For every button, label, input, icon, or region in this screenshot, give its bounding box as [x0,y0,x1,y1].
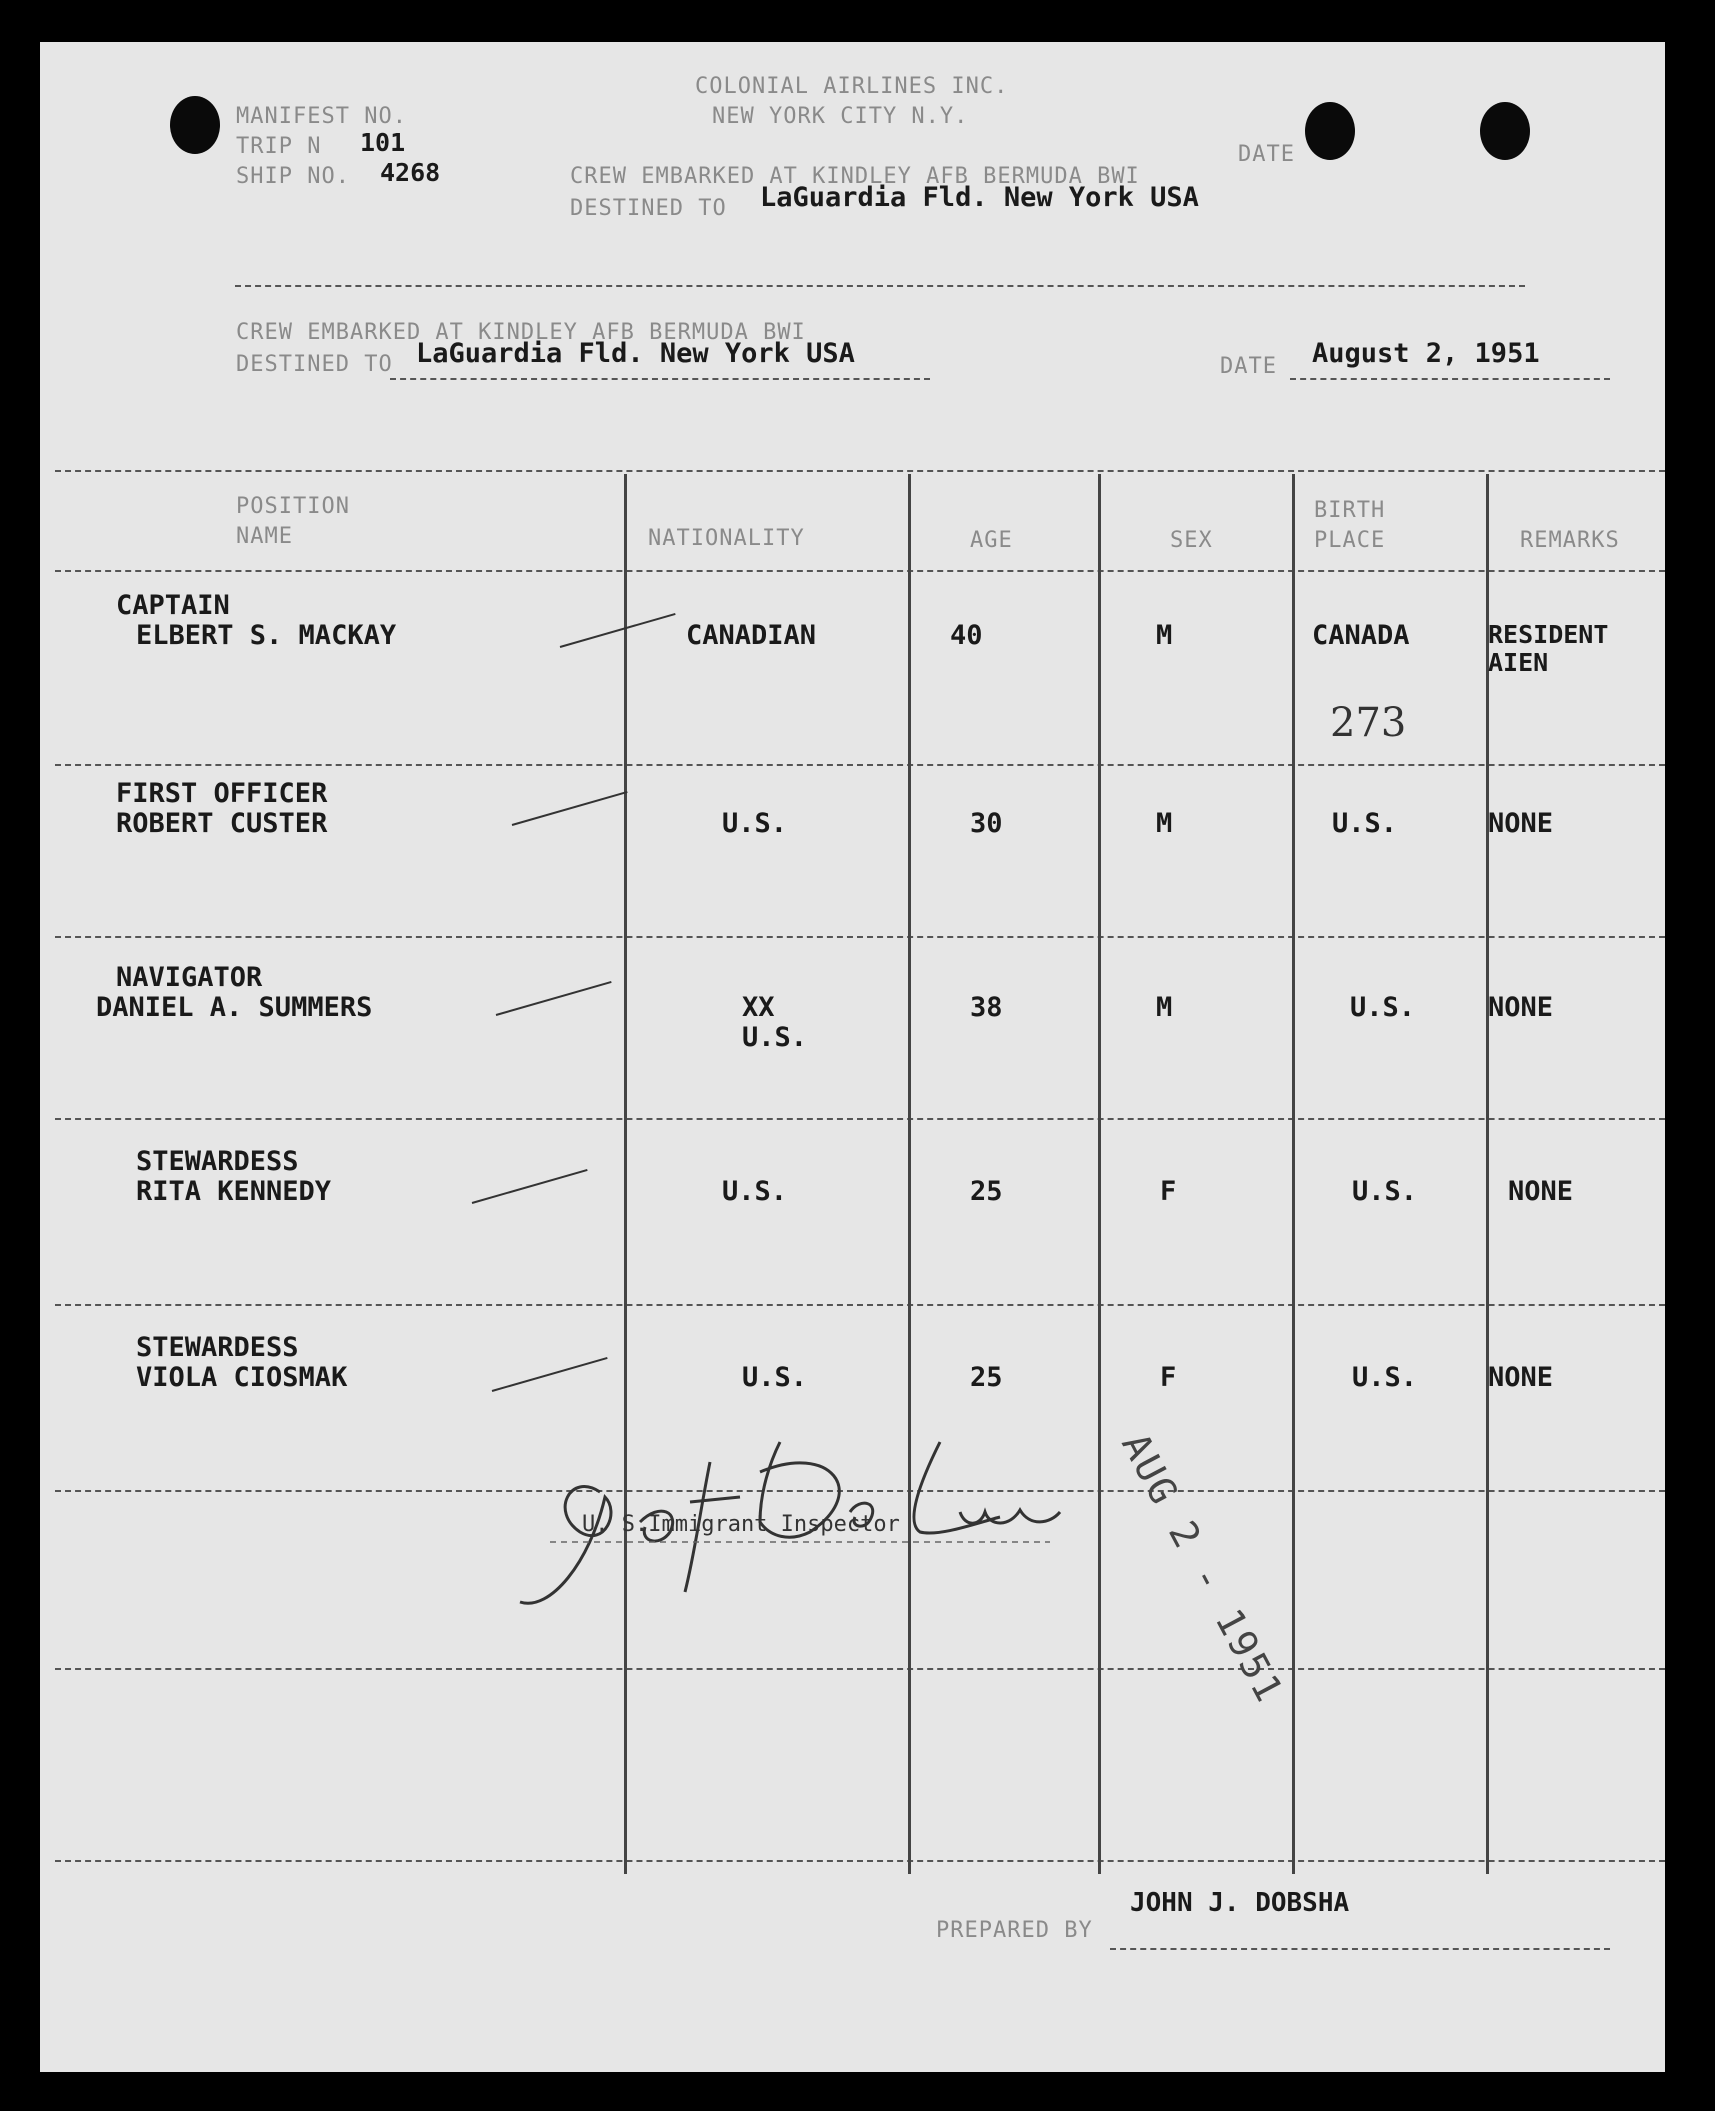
col-header-sex: SEX [1170,528,1213,553]
crew-birth-place: U.S. [1332,808,1398,839]
crew-remarks: NONE [1488,808,1554,839]
underline [390,378,930,380]
prepared-by-name: JOHN J. DOBSHA [1130,1888,1350,1918]
date-stamp: AUG 2 - 1951 [1113,1426,1293,1711]
check-mark [512,791,628,826]
crew-remarks: NONE [1488,992,1554,1023]
punch-hole [170,96,220,154]
col-header-birth: BIRTH [1314,498,1386,523]
crew-nationality: U.S. [742,1022,808,1053]
crew-birth-place: U.S. [1352,1176,1418,1207]
table-header-rule [55,570,1665,572]
crew-nationality: CANADIAN [686,620,817,651]
divider [235,285,1525,287]
col-divider [908,474,911,1874]
handwritten-number: 273 [1330,700,1407,746]
inspector-title: U. S.Immigrant Inspector [582,1512,900,1537]
col-header-age: AGE [970,528,1013,553]
prepared-label: PREPARED BY [936,1918,1093,1943]
check-mark [496,981,612,1016]
crew-name: RITA KENNEDY [136,1176,332,1207]
crew-age: 40 [950,620,983,651]
col-header-name: NAME [236,524,293,549]
col-divider [1486,474,1489,1874]
crew-age: 38 [970,992,1003,1023]
col-header-nationality: NATIONALITY [648,526,805,551]
manifest-sheet [40,42,1665,2072]
ship-label: SHIP NO. [236,164,350,189]
crew-sex: M [1156,992,1173,1023]
check-mark [560,613,676,648]
crew-position: CAPTAIN [116,590,230,621]
manifest-label: MANIFEST NO. [236,104,407,129]
crew-birth-place: U.S. [1350,992,1416,1023]
row-rule [55,764,1665,766]
table-bottom-rule [55,1860,1665,1862]
row-rule [55,1668,1665,1670]
destined-value: LaGuardia Fld. New York USA [760,182,1199,213]
col-header-position: POSITION [236,494,350,519]
sub-destined-label: DESTINED TO [236,352,393,377]
crew-sex: M [1156,620,1173,651]
crew-birth-place: CANADA [1312,620,1410,651]
crew-nationality: U.S. [742,1362,808,1393]
row-rule [55,1118,1665,1120]
col-header-remarks: REMARKS [1520,528,1620,553]
date-label: DATE [1238,142,1295,167]
col-divider [624,474,627,1874]
destined-label: DESTINED TO [570,196,727,221]
sub-embarked-label: CREW EMBARKED AT KINDLEY AFB BERMUDA BWI [236,320,806,345]
crew-remarks: RESIDENT [1488,620,1609,649]
crew-name: ROBERT CUSTER [116,808,328,839]
crew-name: DANIEL A. SUMMERS [96,992,373,1023]
crew-name: VIOLA CIOSMAK [136,1362,348,1393]
crew-position: FIRST OFFICER [116,778,328,809]
company-city: NEW YORK CITY N.Y. [712,104,969,129]
crew-sex: F [1160,1176,1177,1207]
crew-nationality: U.S. [722,808,788,839]
crew-remarks: NONE [1508,1176,1574,1207]
crew-age: 25 [970,1362,1003,1393]
company-name: COLONIAL AIRLINES INC. [695,74,1009,99]
sub-date-value: August 2, 1951 [1312,338,1540,369]
crew-position: STEWARDESS [136,1146,299,1177]
crew-position: NAVIGATOR [116,962,263,993]
table-top-rule [55,470,1665,472]
crew-nationality-strike: XX [742,992,775,1023]
punch-hole [1480,102,1530,160]
embarked-label: CREW EMBARKED AT KINDLEY AFB BERMUDA BWI [570,164,1140,189]
crew-remarks: NONE [1488,1362,1554,1393]
crew-nationality: U.S. [722,1176,788,1207]
col-header-place: PLACE [1314,528,1386,553]
check-mark [492,1357,608,1392]
crew-remarks-line2: AIEN [1488,648,1549,677]
crew-sex: M [1156,808,1173,839]
crew-sex: F [1160,1362,1177,1393]
crew-position: STEWARDESS [136,1332,299,1363]
col-divider [1098,474,1101,1874]
row-rule [55,1304,1665,1306]
crew-age: 25 [970,1176,1003,1207]
crew-birth-place: U.S. [1352,1362,1418,1393]
col-divider [1292,474,1295,1874]
row-rule [55,936,1665,938]
crew-name: ELBERT S. MACKAY [136,620,397,651]
trip-value: 101 [360,128,406,157]
check-mark [472,1169,588,1204]
crew-age: 30 [970,808,1003,839]
sub-destined-value: LaGuardia Fld. New York USA [416,338,855,369]
ship-value: 4268 [380,158,441,187]
punch-hole [1305,102,1355,160]
underline [1290,378,1610,380]
underline [1110,1948,1610,1950]
sub-date-label: DATE [1220,354,1277,379]
trip-label: TRIP N [236,134,322,159]
